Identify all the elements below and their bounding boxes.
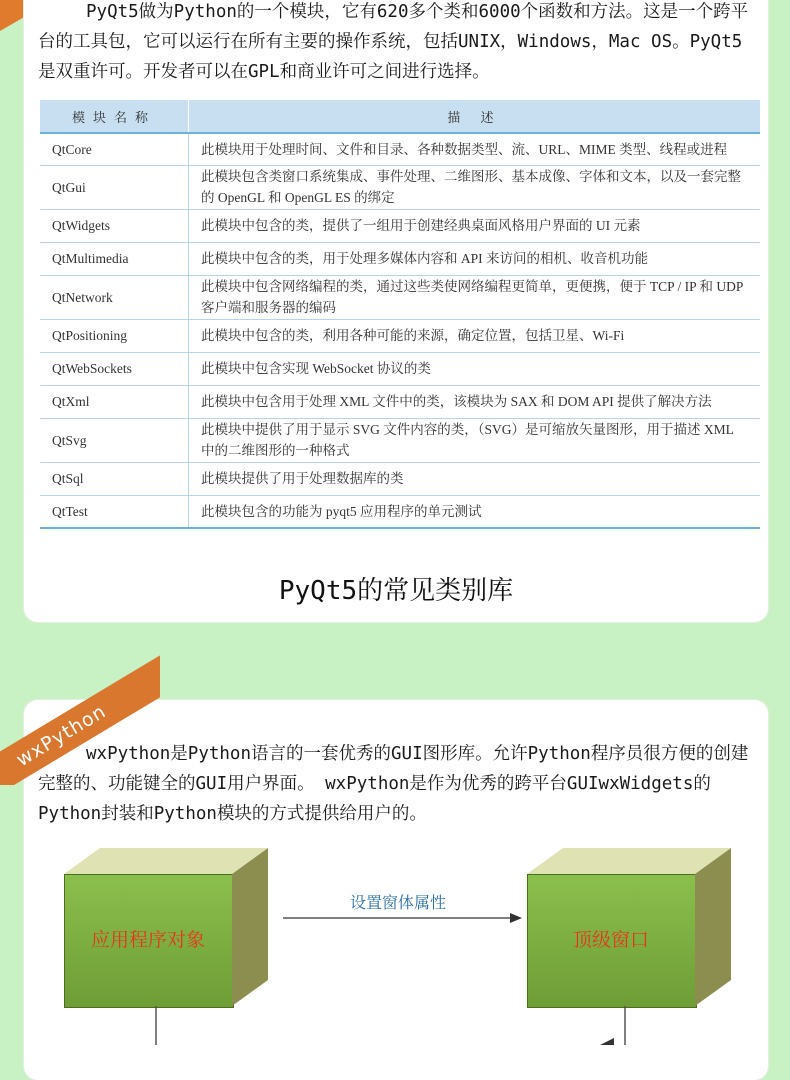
module-name-cell: QtGui (40, 165, 189, 209)
table-row (40, 418, 760, 462)
module-desc-cell: 此模块提供了用于处理数据库的类 (189, 462, 761, 495)
module-desc-cell: 此模块中提供了用于显示 SVG 文件内容的类，（SVG）是可缩放矢量图形，用于描述 XML 中的二维图形的一种格式 (189, 418, 761, 462)
box-side-face (695, 848, 731, 1006)
module-name-cell: QtNetwork (40, 275, 189, 319)
module-desc-cell: 此模块用于处理时间、文件和目录、各种数据类型、流、URL、MIME 类型、线程或进程 (189, 133, 761, 165)
module-desc-cell: 此模块包含类窗口系统集成、事件处理、二维图形、基本成像、字体和文本，以及一套完整的 OpenGL 和 OpenGL ES 的绑定 (189, 165, 761, 209)
diagram-box-app-object (64, 848, 268, 1006)
module-desc-cell: 此模块中包含的类，利用各种可能的来源，确定位置，包括卫星、Wi-Fi (189, 319, 761, 352)
wxpython-intro-text: wxPython是Python语言的一套优秀的GUI图形库。允许Python程序员很方便的创建完整的、功能键全的GUI用户界面。 wxPython是作为优秀的跨平台GUIwxWidgets的Python封装和Python模块的方式提供给用户的。 (38, 744, 749, 824)
table-row (40, 165, 760, 209)
table-row (40, 352, 760, 385)
pyqt5-intro-text: PyQt5做为Python的一个模块，它有620多个类和6000个函数和方法。这是一个跨平台的工具包，它可以运行在所有主要的操作系统，包括UNIX，Windows，Mac OS。PyQt5是双重许可。开发者可以在GPL和商业许可之间进行选择。 (38, 2, 749, 82)
module-name-cell: QtWidgets (40, 209, 189, 242)
arrow-label: 设置窗体属性 (350, 893, 447, 912)
module-name-cell: QtTest (40, 495, 189, 528)
box-top-face (527, 848, 731, 874)
box-top-face (64, 848, 268, 874)
module-desc-cell: 此模块中包含网络编程的类，通过这些类使网络编程更简单，更便携，便于 TCP / IP 和 UDP 客户端和服务器的编码 (189, 275, 761, 319)
table-row (40, 133, 760, 165)
pyqt5-card (24, 0, 768, 622)
table-header-row (40, 100, 760, 133)
box-side-face (232, 848, 268, 1006)
module-name-cell: QtWebSockets (40, 352, 189, 385)
module-desc-cell: 此模块中包含实现 WebSocket 协议的类 (189, 352, 761, 385)
wxpython-ribbon (0, 655, 160, 785)
module-desc-cell: 此模块中包含用于处理 XML 文件中的类，该模块为 SAX 和 DOM API 提供了解决方法 (189, 385, 761, 418)
module-name-cell: QtSvg (40, 418, 189, 462)
header-description: 描 述 (189, 100, 761, 133)
table-body (40, 133, 760, 528)
module-desc-cell: 此模块中包含的类，提供了一组用于创建经典桌面风格用户界面的 UI 元素 (189, 209, 761, 242)
module-name-cell: QtXml (40, 385, 189, 418)
table-row (40, 209, 760, 242)
header-module-name: 模块名称 (40, 100, 189, 133)
table-row (40, 462, 760, 495)
table-row (40, 319, 760, 352)
module-desc-cell: 此模块中包含的类，用于处理多媒体内容和 API 来访问的相机、收音机功能 (189, 242, 761, 275)
box-label-top-window: 顶级窗口 (572, 929, 649, 951)
diagram-box-top-window (527, 848, 731, 1006)
table-row (40, 275, 760, 319)
module-name-cell: QtMultimedia (40, 242, 189, 275)
module-desc-cell: 此模块包含的功能为 pyqt5 应用程序的单元测试 (189, 495, 761, 528)
box-label-app-object: 应用程序对象 (90, 929, 205, 951)
module-name-cell: QtSql (40, 462, 189, 495)
module-name-cell: QtCore (40, 133, 189, 165)
table-row (40, 242, 760, 275)
module-name-cell: QtPositioning (40, 319, 189, 352)
table-row (40, 385, 760, 418)
wxpython-ribbon-label: wxPython (0, 655, 160, 785)
table-caption: PyQt5的常见类别库 (278, 576, 514, 606)
table-row (40, 495, 760, 528)
pyqt5-modules-table (40, 100, 760, 529)
